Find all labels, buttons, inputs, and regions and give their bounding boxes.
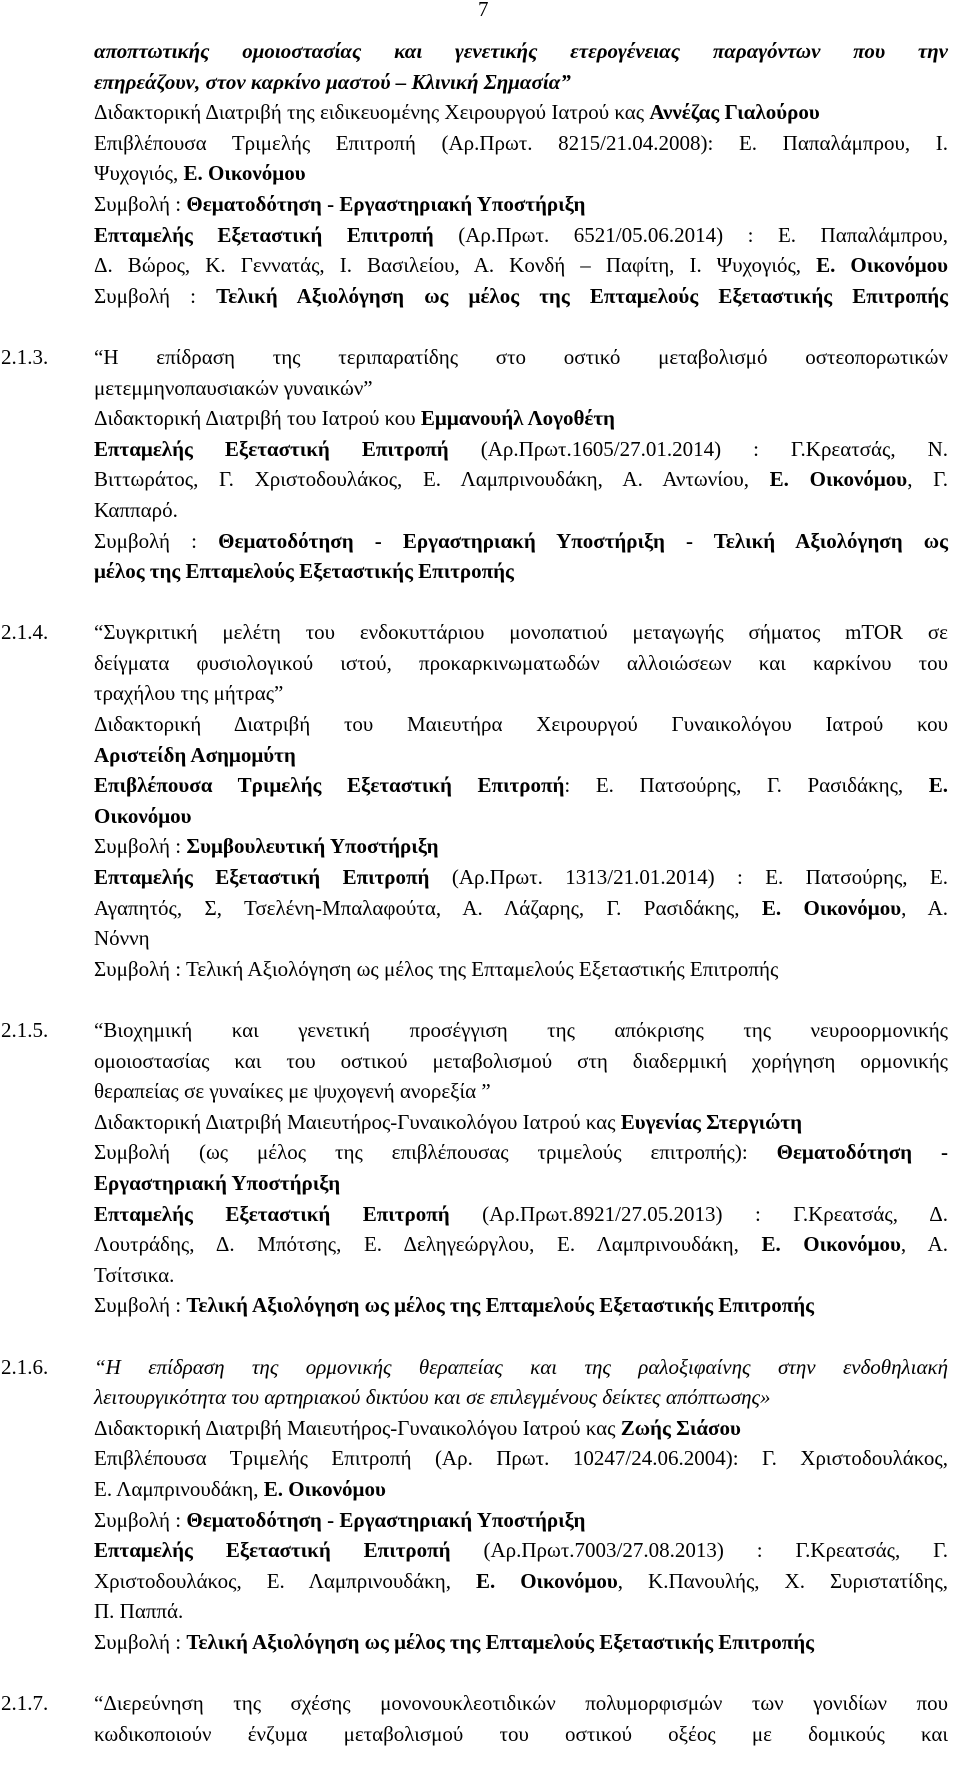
contribution: Συμβολή (ως μέλος της επιβλέπουσας τριμελούς επιτροπής): Θεματοδότηση - [94, 1140, 948, 1165]
contribution: Συμβολή : Θεματοδότηση - Εργαστηριακή Υποστήριξη - Τελική Αξιολόγηση ως [94, 528, 948, 553]
thesis-entry [0, 1688, 960, 1749]
contribution: Συμβολή : Τελική Αξιολόγηση ως μέλος της Επταμελούς Εξεταστικής Επιτροπής [94, 1293, 815, 1318]
contribution: Συμβολή : Τελική Αξιολόγηση ως μέλος της Επταμελούς Εξεταστικής Επιτροπής [94, 956, 779, 981]
thesis-author: Διδακτορική Διατριβή του Μαιευτήρα Χειρουργού Γυναικολόγου Ιατρού κου [94, 712, 948, 737]
entry-number: 2.1.3. [1, 344, 49, 369]
examination-committee: Επταμελής Εξεταστική Επιτροπή (Αρ.Πρωτ.7003/27.08.2013) : Γ.Κρεατσάς, Γ. [94, 1538, 948, 1563]
thesis-title-line: λειτουργικότητα του αρτηριακού δικτύου και σε επιλεγμένους δείκτες απόπτωσης» [94, 1385, 771, 1410]
thesis-entry [0, 617, 960, 984]
author-name: Αννέζας Γιαλούρου [649, 100, 820, 125]
thesis-title-line: δείγματα φυσιολογικού ιστού, προκαρκινωματωδών αλλοιώσεων και καρκίνου του [94, 650, 948, 675]
entry-number: 2.1.6. [1, 1354, 49, 1379]
supervising-committee-cont: Ψυχογιός, Ε. Οικονόμου [94, 161, 306, 186]
supervising-committee-cont: Οικονόμου [94, 803, 192, 828]
thesis-author: Διδακτορική Διατριβή Μαιευτήρος-Γυναικολόγου Ιατρού κας Ζωής Σιάσου [94, 1415, 741, 1440]
thesis-title-line: επηρεάζουν, στον καρκίνο μαστού – Κλινική Σημασία” [94, 69, 571, 94]
thesis-title-line: “Συγκριτική μελέτη του ενδοκυττάριου μονοπατιού μεταγωγής σήματος mTOR σε [94, 620, 948, 645]
supervising-committee-cont: Ε. Λαμπρινουδάκη, Ε. Οικονόμου [94, 1476, 386, 1501]
thesis-entry [0, 1352, 960, 1658]
continued-entry [94, 36, 948, 311]
contribution: Συμβολή : Θεματοδότηση - Εργαστηριακή Υποστήριξη [94, 191, 586, 216]
contribution: Συμβολή : Συμβουλευτική Υποστήριξη [94, 834, 439, 859]
thesis-title-line: μετεμμηνοπαυσιακών γυναικών” [94, 375, 373, 400]
thesis-title-line: “Η επίδραση της ορμονικής θεραπείας και της ραλοξιφαίνης στην ενδοθηλιακή [94, 1354, 948, 1379]
thesis-title-line: “Η επίδραση της τεριπαρατίδης στο οστικό μεταβολισμό οστεοπορωτικών [94, 344, 948, 369]
examination-committee: Επταμελής Εξεταστική Επιτροπή (Αρ.Πρωτ. 1313/21.01.2014) : Ε. Πατσούρης, Ε. [94, 865, 948, 890]
contribution: Συμβολή : Τελική Αξιολόγηση ως μέλος της Επταμελούς Εξεταστικής Επιτροπής [94, 1629, 815, 1654]
author-name: Ευγενίας Στεργιώτη [620, 1109, 803, 1134]
contribution: Συμβολή : Τελική Αξιολόγηση ως μέλος της Επταμελούς Εξεταστικής Επιτροπής [94, 283, 948, 308]
author-name: Αριστείδη Ασημομύτη [94, 742, 296, 767]
thesis-title-line: θεραπείας σε γυναίκες με ψυχογενή ανορεξία ” [94, 1079, 491, 1104]
page-number: 7 [478, 0, 489, 21]
examination-committee-cont: Λουτράδης, Δ. Μπότσης, Ε. Δεληγεώργλου, Ε. Λαμπρινουδάκη, Ε. Οικονόμου, Α. [94, 1232, 949, 1257]
examination-committee: Επταμελής Εξεταστική Επιτροπή (Αρ.Πρωτ.8921/27.05.2013) : Γ.Κρεατσάς, Δ. [94, 1201, 949, 1226]
examination-committee-cont: Βιττωράτος, Γ. Χριστοδουλάκος, Ε. Λαμπρινουδάκη, Α. Αντωνίου, Ε. Οικονόμου, Γ. [94, 467, 948, 492]
author-name: Ζωής Σιάσου [620, 1415, 741, 1440]
contribution: Συμβολή : Θεματοδότηση - Εργαστηριακή Υποστήριξη [94, 1507, 586, 1532]
thesis-title-line: αποπτωτικής ομοιοστασίας και γενετικής ετερογένειας παραγόντων που την [94, 39, 948, 63]
examination-committee-cont: Τσίτσικα. [94, 1262, 175, 1287]
contribution-cont: μέλος της Επταμελούς Εξεταστικής Επιτροπής [94, 559, 514, 584]
supervising-committee: Επιβλέπουσα Τριμελής Επιτροπή (Αρ. Πρωτ. 10247/24.06.2004): Γ. Χριστοδουλάκος, [94, 1446, 948, 1471]
thesis-title-line: “Διερεύνηση της σχέσης μονονουκλεοτιδικών πολυμορφισμών των γονιδίων που [94, 1691, 948, 1716]
thesis-author: Διδακτορική Διατριβή της ειδικευομένης Χειρουργού Ιατρού κας Αννέζας Γιαλούρου [94, 100, 820, 125]
thesis-author: Διδακτορική Διατριβή Μαιευτήρος-Γυναικολόγου Ιατρού κας Ευγενίας Στεργιώτη [94, 1109, 803, 1134]
entry-number: 2.1.4. [1, 620, 49, 645]
supervising-committee: Επιβλέπουσα Τριμελής Εξεταστική Επιτροπή: Ε. Πατσούρης, Γ. Ρασιδάκης, Ε. [94, 773, 949, 798]
examination-committee-cont: Π. Παππά. [94, 1599, 184, 1624]
supervising-committee: Επιβλέπουσα Τριμελής Επιτροπή (Αρ.Πρωτ. 8215/21.04.2008): Ε. Παπαλάμπρου, Ι. [94, 130, 948, 155]
examination-committee: Επταμελής Εξεταστική Επιτροπή (Αρ.Πρωτ. 6521/05.06.2014) : Ε. Παπαλάμπρου, [94, 222, 948, 247]
thesis-entry [0, 1015, 960, 1321]
thesis-title-line: κωδικοποιούν ένζυμα μεταβολισμού του οστικού οξέος με δομικούς και [94, 1721, 948, 1746]
examination-committee-cont: Νόννη [94, 926, 150, 951]
thesis-title-line: ομοιοστασίας και του οστικού μεταβολισμού στη διαδερμική χορήγηση ορμονικής [94, 1048, 948, 1073]
document-body [0, 36, 960, 1780]
examination-committee-cont: Χριστοδουλάκος, Ε. Λαμπρινουδάκη, Ε. Οικονόμου, Κ.Πανουλής, Χ. Συριστατίδης, [94, 1568, 949, 1593]
entry-number: 2.1.5. [1, 1018, 49, 1042]
thesis-entry [0, 342, 960, 587]
examination-committee-cont: Δ. Βώρος, Κ. Γεννατάς, Ι. Βασιλείου, Α. Κονδή – Παφίτη, Ι. Ψυχογιός, Ε. Οικονόμου [94, 253, 949, 278]
examination-committee: Επταμελής Εξεταστική Επιτροπή (Αρ.Πρωτ.1605/27.01.2014) : Γ.Κρεατσάς, Ν. [94, 436, 948, 461]
thesis-title-line: “Βιοχημική και γενετική προσέγγιση της απόκρισης της νευροορμονικής [94, 1018, 948, 1042]
entry-number: 2.1.7. [1, 1691, 49, 1716]
examination-committee-cont: Αγαπητός, Σ, Τσελένη-Μπαλαφούτα, Α. Λάζαρης, Γ. Ρασιδάκης, Ε. Οικονόμου, Α. [94, 895, 948, 920]
contribution-cont: Εργαστηριακή Υποστήριξη [94, 1170, 341, 1195]
thesis-title-line: τραχήλου της μήτρας” [94, 681, 284, 706]
author-name: Εμμανουήλ Λογοθέτη [420, 406, 615, 431]
thesis-author: Διδακτορική Διατριβή του Ιατρού κου Εμμανουήλ Λογοθέτη [94, 406, 615, 431]
examination-committee-cont: Καππαρό. [94, 497, 178, 522]
